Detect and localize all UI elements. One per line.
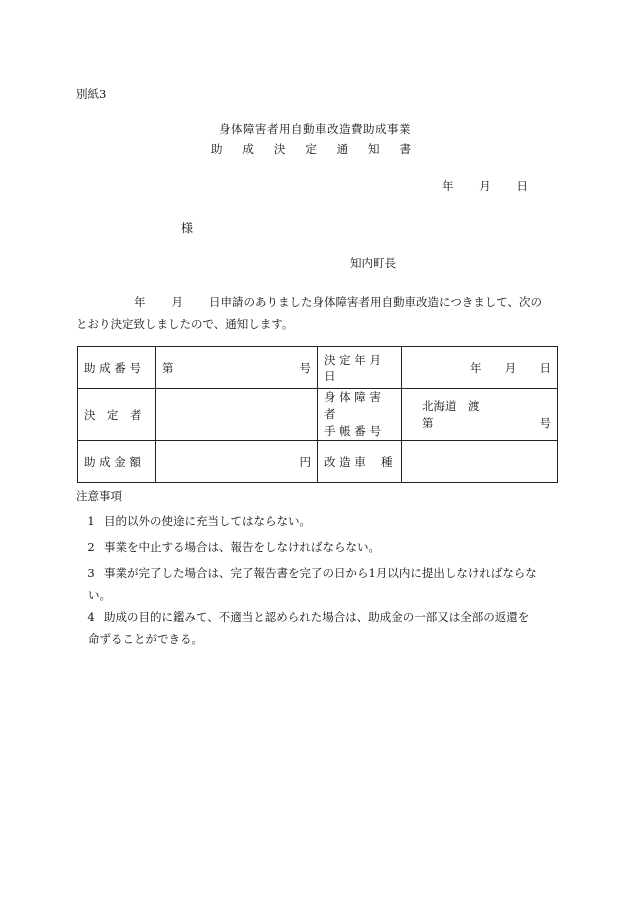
note-text: 事業が完了した場合は、完了報告書を完了の日から1月以内に提出しなければならな [104,566,537,580]
decision-date-label: 決 定 年 月 日 [318,347,402,389]
document-title: 身体障害者用自動車改造費助成事業 [219,122,411,136]
table-row [78,347,558,389]
note-number: 1 [87,514,95,528]
grant-number-label: 助 成 番 号 [78,347,156,389]
table-row [78,389,558,441]
vehicle-type-label: 改 造 車 種 [318,441,402,483]
subtitle-char: 通 [336,142,349,156]
note-text: 事業を中止する場合は、報告をしなければならない。 [104,540,380,554]
note-item [76,510,556,532]
subtitle-char: 決 [273,142,286,156]
subtitle-char: 成 [242,142,254,156]
yen-unit: 円 [299,454,311,469]
note-number: 3 [87,566,95,580]
note-text: 目的以外の使途に充当してはならない。 [104,514,311,528]
grant-number-cell [156,347,318,389]
disability-card-label [318,389,402,441]
subtitle-char: 定 [305,142,317,156]
disability-card-cell [402,389,558,441]
card-number-prefix: 第 [422,415,434,430]
disability-card-label-line1: 身 体 障 害 者 [324,390,381,421]
table-row [78,441,558,483]
decision-table [77,346,558,483]
year-label: 年 [442,179,454,193]
document-subtitle [211,141,411,157]
note-number: 4 [87,610,95,624]
grant-amount-cell [156,441,318,483]
disability-card-label-line2: 手 帳 番 号 [324,424,381,438]
decided-person-cell [156,389,318,441]
card-number-suffix: 号 [539,415,551,430]
note-number: 2 [87,540,95,554]
body-text-second: とおり決定致しましたので、通知します。 [76,317,294,331]
subtitle-char: 書 [399,142,411,156]
month-label: 月 [504,360,517,375]
day-label: 日 [516,179,528,193]
body-month: 月 [171,295,183,309]
body-text-first: 申請のありました身体障害者用自動車改造につきまして、次の [220,295,543,309]
subtitle-char: 知 [368,142,380,156]
note-text-continued: い。 [88,588,111,602]
vehicle-type-cell [402,441,558,483]
month-label: 月 [479,179,491,193]
issue-date [442,178,528,194]
note-item [76,562,556,606]
body-year: 年 [134,295,146,309]
note-item [76,606,556,650]
grant-amount-label: 助 成 金 額 [78,441,156,483]
notes-heading: 注意事項 [76,489,122,503]
annex-label: 別紙3 [76,87,107,101]
subtitle-char: 助 [211,142,223,156]
decision-date-cell [402,347,558,389]
year-label: 年 [470,360,482,375]
grant-number-prefix: 第 [162,360,174,375]
issuer-name: 知内町長 [350,256,396,270]
addressee-suffix: 様 [181,221,194,235]
body-day: 日 [209,295,221,309]
note-text: 助成の目的に鑑みて、不適当と認められた場合は、助成金の一部又は全部の返還を [104,610,530,624]
grant-number-suffix: 号 [299,360,311,375]
disability-card-issuer: 北海道 渡 [422,398,480,413]
day-label: 日 [539,360,551,375]
body-paragraph [76,291,556,335]
note-text-continued: 命ずることができる。 [88,632,203,646]
decided-person-label: 決 定 者 [78,389,156,441]
note-item [76,536,556,558]
